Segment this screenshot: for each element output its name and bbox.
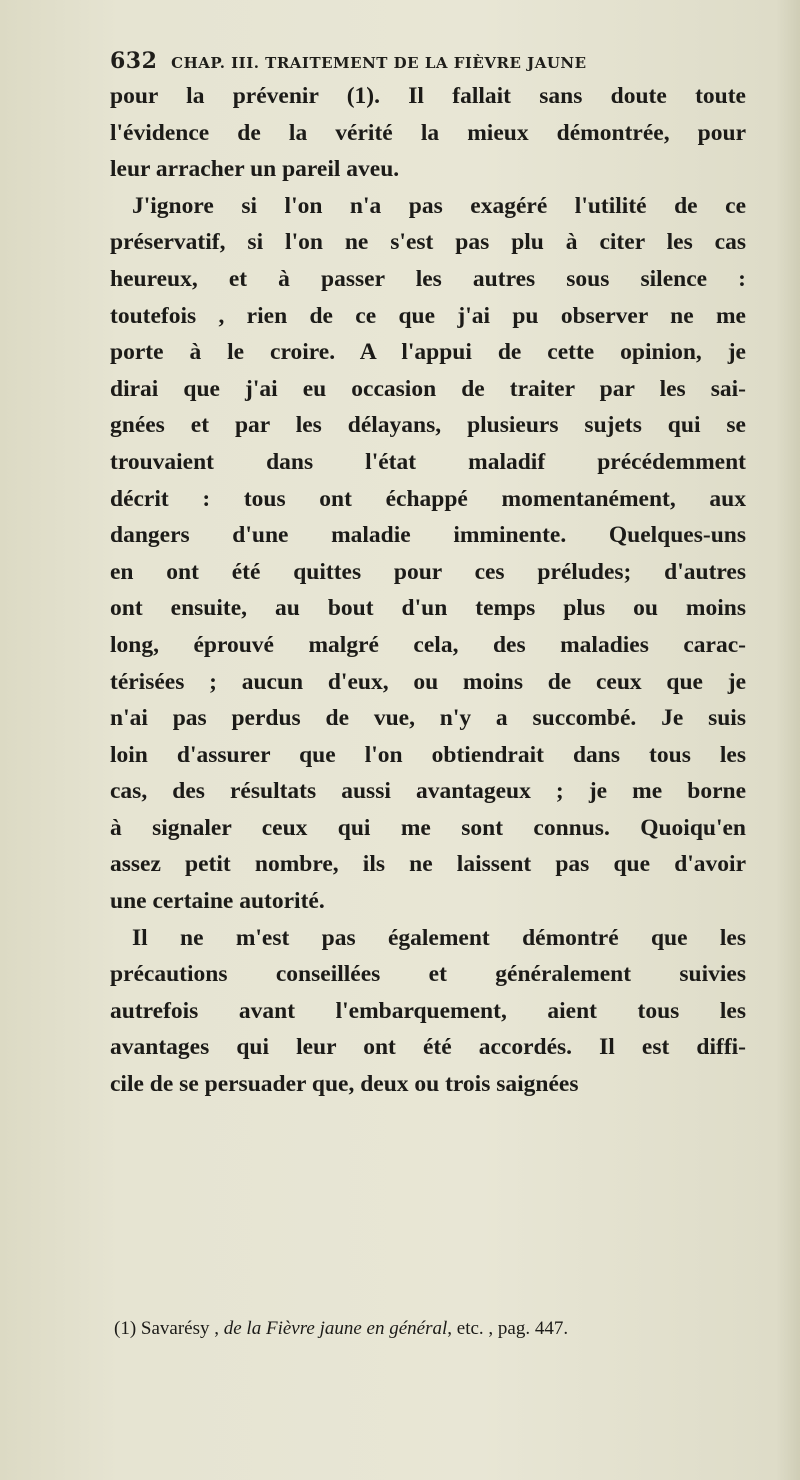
text-line: en ont été quittes pour ces préludes; d'autres (110, 558, 746, 585)
text-line: toutefois , rien de ce que j'ai pu observer ne me (110, 302, 746, 329)
text-line: dangers d'une maladie imminente. Quelques-uns (110, 522, 746, 549)
page-number: 632 (110, 48, 158, 74)
text-line: précautions conseillées et généralement suivies (110, 961, 746, 988)
footnote (114, 1318, 568, 1340)
text-line: avantages qui leur ont été accordés. Il est diffi- (110, 1034, 746, 1061)
text-line: porte à le croire. A l'appui de cette opinion, je (110, 339, 746, 366)
text-line: à signaler ceux qui me sont connus. Quoiqu'en (110, 814, 746, 841)
text-line: n'ai pas perdus de vue, n'y a succombé. Je suis (110, 705, 746, 732)
text-line: pour la prévenir (1). Il fallait sans doute toute (110, 83, 746, 109)
text-line: cile de se persuader que, deux ou trois saignées (110, 1071, 579, 1098)
text-line: préservatif, si l'on ne s'est pas plu à citer les cas (110, 229, 746, 256)
text-line: leur arracher un pareil aveu. (110, 156, 400, 183)
text-line: long, éprouvé malgré cela, des maladies carac- (110, 631, 746, 658)
text-line: décrit : tous ont échappé momentanément, aux (110, 485, 746, 512)
footnote-author: Savarésy , (140, 1318, 219, 1339)
text-line: cas, des résultats aussi avantageux ; je me borne (110, 778, 746, 805)
text-line: J'ignore si l'on n'a pas exagéré l'utilité de ce (132, 192, 746, 219)
text-line: assez petit nombre, ils ne laissent pas que d'avoir (110, 851, 746, 878)
text-line: l'évidence de la vérité la mieux démontrée, pour (110, 119, 746, 146)
footnote-title: de la Fièvre jaune en général (223, 1318, 448, 1339)
footnote-marker: (1) (114, 1318, 137, 1339)
running-header (110, 48, 750, 74)
text-line: ont ensuite, au bout d'un temps plus ou moins (110, 595, 746, 622)
body-text (110, 78, 746, 1103)
text-line: trouvaient dans l'état maladif précédemment (110, 448, 746, 475)
text-line: gnées et par les délayans, plusieurs sujets qui se (110, 412, 746, 439)
text-line: une certaine autorité. (110, 888, 325, 915)
text-line: autrefois avant l'embarquement, aient tous les (110, 997, 746, 1024)
text-line: heureux, et à passer les autres sous silence : (110, 265, 746, 292)
text-line: térisées ; aucun d'eux, ou moins de ceux que je (110, 668, 746, 695)
text-line: dirai que j'ai eu occasion de traiter par les sai- (110, 375, 746, 402)
running-title: CHAP. III. TRAITEMENT DE LA FIÈVRE JAUNE (171, 54, 587, 72)
text-line: Il ne m'est pas également démontré que les (132, 924, 746, 951)
text-line: loin d'assurer que l'on obtiendrait dans tous les (110, 741, 746, 768)
footnote-rest: , etc. , pag. 447. (447, 1318, 569, 1339)
